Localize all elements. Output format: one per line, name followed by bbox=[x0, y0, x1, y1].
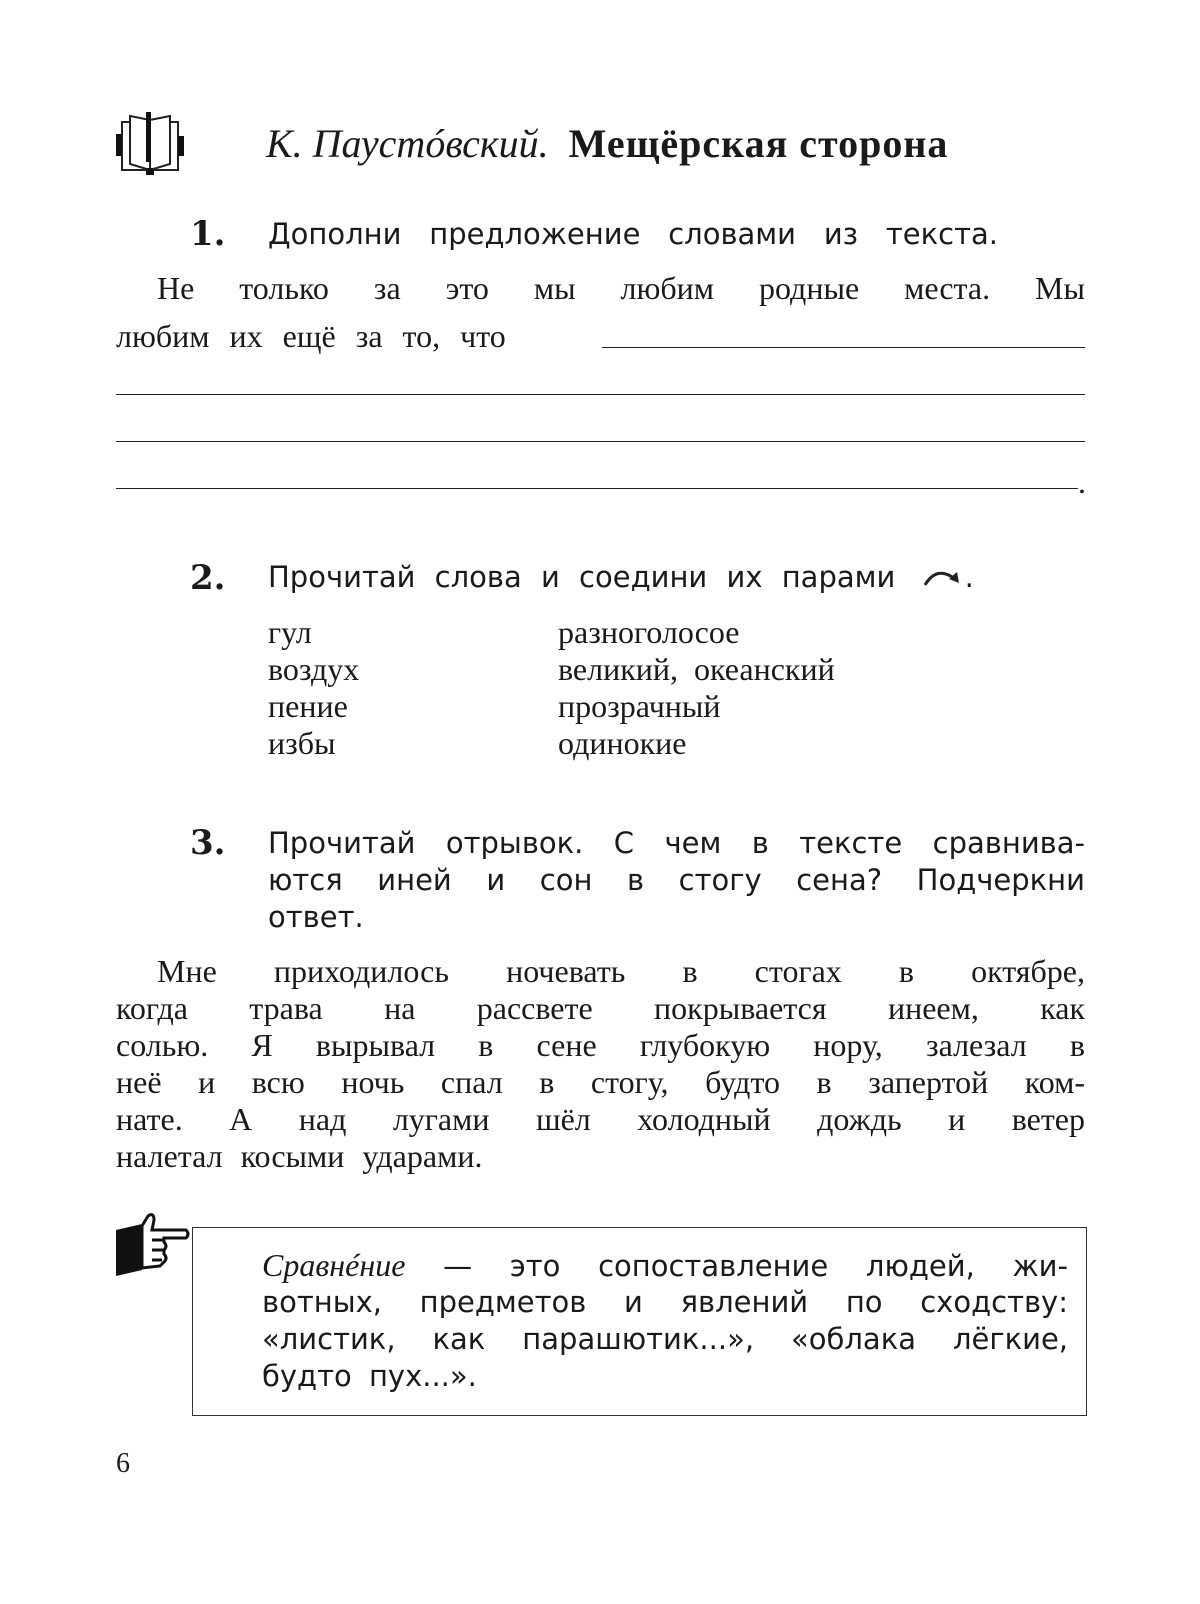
definition-line: «листик, как парашютик...», «облака лёгкие, bbox=[262, 1322, 1068, 1356]
passage-line: солью. Я вырывал в сене глубокую нору, залезал в bbox=[116, 1027, 1085, 1063]
author-name: К. Паустóвский. bbox=[266, 121, 549, 166]
end-period: . bbox=[964, 560, 974, 594]
task-instruction-line: ются иней и сон в стогу сена? Подчеркни bbox=[268, 863, 1085, 897]
task-number: 1. bbox=[190, 214, 226, 254]
word-item: одинокие bbox=[558, 725, 687, 761]
task-instruction bbox=[268, 560, 974, 596]
word-item: гул bbox=[268, 614, 312, 650]
story-title: Мещёрская сторона bbox=[568, 121, 949, 166]
task-instruction-line: Прочитай отрывок. С чем в тексте сравнива- bbox=[268, 826, 1085, 860]
end-period: . bbox=[1078, 464, 1086, 500]
word-item: избы bbox=[268, 725, 336, 761]
book-icon bbox=[116, 112, 184, 176]
definition-line bbox=[262, 1247, 1068, 1285]
sentence-line: Не только за это мы любим родные места. Мы bbox=[157, 270, 1085, 306]
definition-line: будто пух...». bbox=[262, 1359, 477, 1393]
word-item: воздух bbox=[268, 651, 360, 687]
sentence-line: любим их ещё за то, что bbox=[116, 318, 506, 354]
task-number: 2. bbox=[190, 558, 226, 598]
task-instruction: Дополни предложение словами из текста. bbox=[268, 217, 998, 251]
pointing-hand-icon bbox=[114, 1212, 192, 1283]
passage-line: нате. А над лугами шёл холодный дождь и ветер bbox=[116, 1101, 1085, 1137]
word-item: пение bbox=[268, 688, 348, 724]
answer-line[interactable] bbox=[602, 347, 1085, 348]
instruction-text: Прочитай слова и соедини их парами bbox=[268, 560, 896, 594]
left-word-column bbox=[268, 614, 359, 762]
task-instruction-line: ответ. bbox=[268, 900, 364, 934]
answer-line[interactable] bbox=[116, 441, 1085, 442]
word-item: разноголосое bbox=[558, 614, 740, 650]
connect-arrow-icon bbox=[921, 562, 965, 596]
task-number: 3. bbox=[190, 823, 226, 863]
passage-line: когда трава на рассвете покрывается инеем, как bbox=[116, 990, 1085, 1026]
answer-line[interactable] bbox=[116, 394, 1085, 395]
word-item: прозрачный bbox=[558, 688, 721, 724]
passage-line: налетал косыми ударами. bbox=[116, 1138, 483, 1174]
passage-line: неё и всю ночь спал в стогу, будто в запертой ком- bbox=[116, 1064, 1085, 1100]
page-title bbox=[266, 120, 948, 167]
right-word-column bbox=[558, 614, 835, 762]
definition-line: вотных, предметов и явлений по сходству: bbox=[262, 1285, 1068, 1319]
definition-text: — это сопоставление людей, жи- bbox=[443, 1249, 1068, 1283]
answer-line[interactable] bbox=[116, 488, 1078, 489]
definition-term: Сравнéние bbox=[262, 1247, 406, 1283]
word-item: великий, океанский bbox=[558, 651, 835, 687]
page-number: 6 bbox=[116, 1448, 130, 1479]
passage-line: Мне приходилось ночевать в стогах в октябре, bbox=[157, 953, 1085, 989]
